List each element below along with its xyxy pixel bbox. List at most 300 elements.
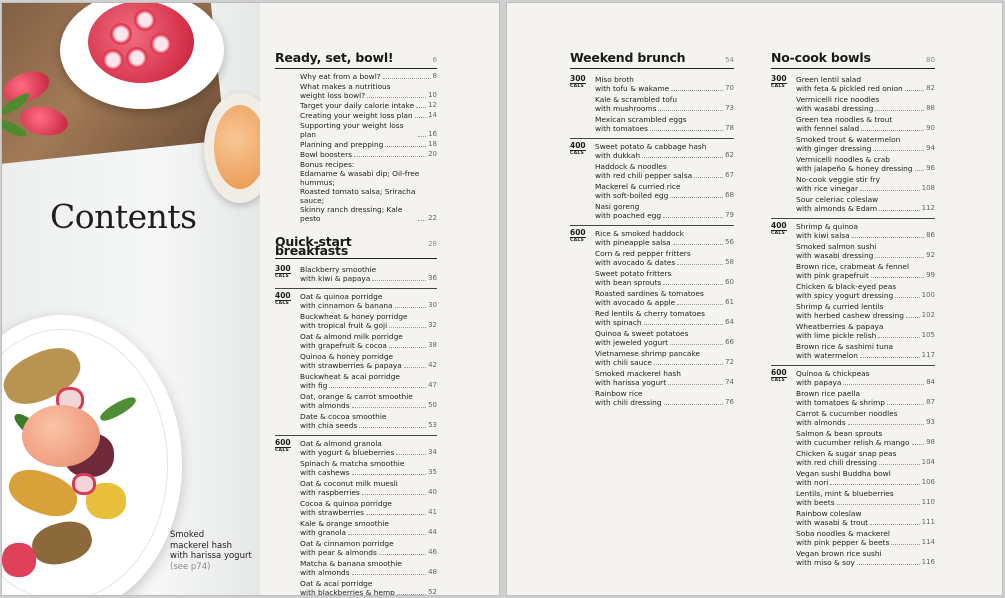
recipe-subtitle: with bean sprouts <box>595 278 662 287</box>
dot-leader <box>912 444 925 445</box>
recipe-page-number: 34 <box>428 448 437 456</box>
recipe-page-number: 87 <box>926 398 935 406</box>
section-heading[interactable] <box>275 234 437 259</box>
recipe-subtitle: with lime pickle relish <box>796 331 877 340</box>
calorie-block <box>771 365 935 569</box>
dot-leader <box>915 170 925 171</box>
recipe-entry[interactable] <box>300 392 437 410</box>
caption-page-ref: (see p74) <box>170 561 211 572</box>
recipe-page-number: 50 <box>428 401 437 409</box>
recipe-name: Oat & acai porridge <box>300 579 373 588</box>
recipe-page-number: 73 <box>725 104 734 112</box>
dot-leader <box>362 494 426 495</box>
recipe-name: Brown rice, crabmeat & fennel <box>796 262 910 271</box>
calorie-value: 300 <box>771 74 787 83</box>
recipe-name: Haddock & noodles <box>595 162 667 171</box>
recipe-entry[interactable] <box>300 579 437 596</box>
recipe-subtitle: with wasabi & trout <box>796 518 869 527</box>
recipe-name: Mackerel & curried rice <box>595 182 681 191</box>
recipe-subtitle: with pear & almonds <box>300 548 377 557</box>
recipe-page-number: 90 <box>926 124 935 132</box>
recipe-name: Smoked mackerel hash <box>595 369 681 378</box>
toc-entry[interactable]: Why eat from a bowl? 8 <box>300 72 437 81</box>
recipe-page-number: 96 <box>926 164 935 172</box>
dot-leader <box>677 304 723 305</box>
dot-leader <box>694 177 723 178</box>
toc-column-no-cook-bowls <box>771 50 935 569</box>
recipe-subtitle: with tofu & wakame <box>595 84 670 93</box>
recipe-page-number: 114 <box>921 538 935 546</box>
recipe-subtitle: with almonds <box>300 401 350 410</box>
dot-leader <box>348 534 426 535</box>
recipe-entry[interactable] <box>796 342 935 360</box>
recipe-page-number: 104 <box>921 458 935 466</box>
recipe-subtitle: with miso & soy <box>796 558 855 567</box>
recipe-entry[interactable] <box>796 262 935 280</box>
recipe-entry[interactable] <box>300 499 437 517</box>
recipe-subtitle: with kiwi salsa <box>796 231 850 240</box>
recipe-entry[interactable] <box>796 469 935 487</box>
recipe-name: Rice & smoked haddock <box>595 229 684 238</box>
recipe-page-number: 79 <box>725 211 734 219</box>
recipe-page-number: 66 <box>725 338 734 346</box>
recipe-entry[interactable] <box>595 182 734 200</box>
dot-leader <box>677 264 723 265</box>
recipe-subtitle: with fig <box>300 381 328 390</box>
dot-leader <box>848 424 925 425</box>
recipe-subtitle: with avocado & dates <box>595 258 676 267</box>
recipe-page-number: 62 <box>725 151 734 159</box>
recipe-entry[interactable] <box>796 135 935 153</box>
dot-leader <box>642 157 723 158</box>
recipe-entry[interactable] <box>300 519 437 537</box>
calorie-badge <box>570 142 595 222</box>
recipe-name: Corn & red pepper fritters <box>595 249 691 258</box>
recipe-subtitle: with wasabi dressing <box>796 104 874 113</box>
recipe-subtitle: with red chili pepper salsa <box>595 171 693 180</box>
toc-entry[interactable]: Creating your weight loss plan 14 <box>300 111 437 120</box>
dot-leader <box>905 90 924 91</box>
dot-leader <box>879 210 920 211</box>
recipe-page-number: 93 <box>926 418 935 426</box>
recipe-entry[interactable] <box>796 222 935 240</box>
toc-entry[interactable]: Bonus recipes: Edamame & wasabi dip; Oil-free hummus; Roasted tomato salsa; Sriracha sauce; Skinny ranch dressing; Kale pesto 22 <box>300 160 437 223</box>
recipe-page-number: 68 <box>725 191 734 199</box>
recipe-entry[interactable] <box>595 95 734 113</box>
calorie-block <box>570 138 734 222</box>
dot-leader <box>372 280 426 281</box>
recipe-subtitle: with nori <box>796 478 829 487</box>
recipe-entry[interactable] <box>595 269 734 287</box>
food-photo <box>2 3 260 596</box>
calorie-unit: CALS <box>570 84 585 89</box>
recipe-page-number: 110 <box>921 498 935 506</box>
recipe-page-number: 108 <box>921 184 935 192</box>
recipe-page-number: 61 <box>725 298 734 306</box>
recipe-page-number: 82 <box>926 84 935 92</box>
recipe-subtitle: with blackberries & hemp <box>300 588 395 596</box>
breakfast-blocks <box>275 262 437 596</box>
recipe-subtitle: with watermelon <box>796 351 858 360</box>
recipe-entry[interactable] <box>300 265 437 283</box>
recipe-subtitle: with tomatoes & shrimp <box>796 398 885 407</box>
recipe-name: Quinoa & sweet potatoes <box>595 329 689 338</box>
recipe-subtitle: with red chili dressing <box>796 458 877 467</box>
recipe-entry[interactable] <box>300 439 437 457</box>
calorie-badge <box>771 369 796 569</box>
harissa-yogurt <box>22 405 100 467</box>
recipe-entry[interactable] <box>796 155 935 173</box>
dot-leader <box>389 327 426 328</box>
recipe-page-number: 60 <box>725 278 734 286</box>
recipe-name: Soba noodles & mackerel <box>796 529 890 538</box>
calorie-unit: CALS <box>570 151 585 156</box>
dot-leader <box>654 364 723 365</box>
recipe-subtitle: with beets <box>796 498 835 507</box>
recipe-subtitle: with fennel salad <box>796 124 860 133</box>
recipe-entry[interactable] <box>796 369 935 387</box>
dot-leader <box>830 484 919 485</box>
recipe-name: Sweet potato & cabbage hash <box>595 142 707 151</box>
recipe-subtitle: with spinach <box>595 318 642 327</box>
recipe-name: Oat, orange & carrot smoothie <box>300 392 413 401</box>
recipe-name: Nasi goreng <box>595 202 640 211</box>
recipe-entry[interactable] <box>796 115 935 133</box>
recipe-name: Buckwheat & acai porridge <box>300 372 400 381</box>
recipe-entry[interactable] <box>796 389 935 407</box>
intro-entry-list <box>275 72 437 223</box>
recipe-entry[interactable] <box>796 95 935 113</box>
toc-left-column <box>275 50 437 596</box>
recipe-name: Blackberry smoothie <box>300 265 377 274</box>
recipe-page-number: 35 <box>428 468 437 476</box>
recipe-entry[interactable] <box>595 142 734 160</box>
recipe-entry[interactable] <box>796 549 935 567</box>
dot-leader <box>379 554 426 555</box>
recipe-entry[interactable] <box>796 529 935 547</box>
recipe-entry[interactable] <box>796 75 935 93</box>
calorie-value: 600 <box>570 228 586 237</box>
calorie-unit: CALS <box>275 274 290 279</box>
dot-leader <box>644 324 723 325</box>
recipe-subtitle: with cashews <box>300 468 350 477</box>
section-heading[interactable] <box>275 50 437 69</box>
recipe-page-number: 78 <box>725 124 734 132</box>
toc-entry[interactable]: What makes a nutritious weight loss bowl? 10 <box>300 82 437 100</box>
recipe-entry[interactable] <box>796 242 935 260</box>
recipe-subtitle: with almonds <box>796 418 846 427</box>
recipe-name: Brown rice & sashimi tuna <box>796 342 894 351</box>
calorie-badge <box>570 229 595 409</box>
recipe-entry[interactable] <box>796 449 935 467</box>
recipe-page-number: 38 <box>428 341 437 349</box>
calorie-unit: CALS <box>570 238 585 243</box>
dot-leader <box>329 387 426 388</box>
recipe-subtitle: with chili sauce <box>595 358 652 367</box>
recipe-name: Brown rice paella <box>796 389 861 398</box>
recipe-name: Wheatberries & papaya <box>796 322 884 331</box>
recipe-page-number: 40 <box>428 488 437 496</box>
recipe-entry[interactable] <box>796 282 935 300</box>
recipe-name: No-cook veggie stir fry <box>796 175 881 184</box>
recipe-subtitle: with chili dressing <box>595 398 662 407</box>
recipe-entry[interactable] <box>595 309 734 327</box>
recipe-name: Vermicelli noodles & crab <box>796 155 890 164</box>
recipe-subtitle: with tomatoes <box>595 124 648 133</box>
recipe-name: Quinoa & honey porridge <box>300 352 394 361</box>
dot-leader <box>906 317 920 318</box>
recipe-name: Spinach & matcha smoothie <box>300 459 405 468</box>
dot-leader <box>670 197 723 198</box>
recipe-name: Red lentils & cherry tomatoes <box>595 309 705 318</box>
recipe-subtitle: with grapefruit & cocoa <box>300 341 387 350</box>
recipe-subtitle: with rice vinegar <box>796 184 858 193</box>
dot-leader <box>663 217 723 218</box>
section-page-number: 6 <box>432 56 437 64</box>
dot-leader <box>664 404 724 405</box>
section-page-number: 80 <box>926 56 935 64</box>
recipe-name: Salmon & bean sprouts <box>796 429 883 438</box>
recipe-page-number: 84 <box>926 378 935 386</box>
recipe-entry[interactable] <box>796 175 935 193</box>
recipe-name: Shrimp & quinoa <box>796 222 858 231</box>
recipe-name: Kale & scrambled tofu <box>595 95 678 104</box>
recipe-entry[interactable] <box>595 249 734 267</box>
recipe-entry[interactable] <box>595 229 734 247</box>
recipe-entry[interactable] <box>595 329 734 347</box>
dot-leader <box>671 90 723 91</box>
toc-column-weekend-brunch <box>570 50 734 409</box>
dot-leader <box>857 564 920 565</box>
recipe-entry[interactable] <box>595 202 734 220</box>
left-page <box>1 2 500 596</box>
recipe-entry[interactable] <box>796 322 935 340</box>
recipe-subtitle: with ginger dressing <box>796 144 872 153</box>
recipe-page-number: 70 <box>725 84 734 92</box>
recipe-name: Green tea noodles & trout <box>796 115 893 124</box>
dot-leader <box>650 130 723 131</box>
dot-leader <box>658 110 723 111</box>
dot-leader <box>670 344 723 345</box>
recipe-name: Carrot & cucumber noodles <box>796 409 898 418</box>
dot-leader <box>873 150 924 151</box>
calorie-unit: CALS <box>275 301 290 306</box>
dot-leader <box>397 594 426 595</box>
recipe-entry[interactable] <box>796 509 935 527</box>
recipe-entry[interactable] <box>796 302 935 320</box>
calorie-unit: CALS <box>771 378 786 383</box>
recipe-subtitle: with wasabi dressing <box>796 251 874 260</box>
no-cook-blocks <box>771 72 935 569</box>
recipe-entry[interactable] <box>300 479 437 497</box>
photo-caption: Smoked mackerel hash with harissa yogurt (see p74) <box>170 530 252 572</box>
toc-entry[interactable]: Bowl boosters 20 <box>300 150 437 159</box>
recipe-name: Matcha & banana smoothie <box>300 559 402 568</box>
dot-leader <box>875 110 924 111</box>
dot-leader <box>871 277 924 278</box>
recipe-page-number: 56 <box>725 238 734 246</box>
calorie-badge <box>275 439 300 596</box>
toc-entry[interactable]: Planning and prepping 18 <box>300 140 437 149</box>
recipe-name: Oat & almond milk porridge <box>300 332 403 341</box>
recipe-entry[interactable] <box>300 292 437 310</box>
recipe-page-number: 46 <box>428 548 437 556</box>
recipe-subtitle: with pink grapefruit <box>796 271 869 280</box>
recipe-entry[interactable] <box>595 289 734 307</box>
recipe-page-number: 100 <box>921 291 935 299</box>
recipe-subtitle: with yogurt & blueberries <box>300 448 395 457</box>
dot-leader <box>663 284 723 285</box>
recipe-subtitle: with herbed cashew dressing <box>796 311 904 320</box>
calorie-block <box>275 435 437 596</box>
dot-leader <box>891 544 919 545</box>
recipe-page-number: 41 <box>428 508 437 516</box>
recipe-name: Vegan brown rice sushi <box>796 549 882 558</box>
recipe-page-number: 94 <box>926 144 935 152</box>
recipe-page-number: 111 <box>921 518 935 526</box>
recipe-entry[interactable] <box>300 459 437 477</box>
recipe-name: Quinoa & chickpeas <box>796 369 870 378</box>
section-page-number: 28 <box>428 240 437 248</box>
recipe-name: Oat & coconut milk muesli <box>300 479 398 488</box>
recipe-subtitle: with pink pepper & beets <box>796 538 890 547</box>
radish-slice <box>2 543 36 577</box>
dot-leader <box>366 514 426 515</box>
recipe-entry[interactable] <box>796 409 935 427</box>
recipe-entry[interactable] <box>300 332 437 350</box>
recipe-name: Kale & orange smoothie <box>300 519 389 528</box>
recipe-name: Oat & quinoa porridge <box>300 292 383 301</box>
calorie-unit: CALS <box>771 231 786 236</box>
recipe-entry[interactable] <box>796 429 935 447</box>
recipe-entry[interactable] <box>300 559 437 577</box>
recipe-name: Vermicelli rice noodles <box>796 95 880 104</box>
recipe-entry[interactable] <box>595 389 734 407</box>
recipe-name: Oat & cinnamon porridge <box>300 539 394 548</box>
recipe-subtitle: with spicy yogurt dressing <box>796 291 894 300</box>
recipe-subtitle: with mushrooms <box>595 104 657 113</box>
recipe-name: Chicken & black-eyed peas <box>796 282 897 291</box>
section-title: Ready, set, bowl! <box>275 50 394 65</box>
recipe-subtitle: with feta & pickled red onion <box>796 84 903 93</box>
calorie-value: 600 <box>771 368 787 377</box>
recipe-entry[interactable] <box>595 162 734 180</box>
recipe-subtitle: with soft-boiled egg <box>595 191 669 200</box>
dot-leader <box>668 384 723 385</box>
recipe-subtitle: with strawberries & papaya <box>300 361 402 370</box>
calorie-badge <box>275 292 300 432</box>
recipe-name: Miso broth <box>595 75 634 84</box>
recipe-entry[interactable] <box>595 349 734 367</box>
recipe-page-number: 86 <box>926 231 935 239</box>
recipe-page-number: 42 <box>428 361 437 369</box>
recipe-name: Cocoa & quinoa porridge <box>300 499 392 508</box>
radish-slice <box>72 473 96 495</box>
section-title: No-cook bowls <box>771 50 871 65</box>
recipe-subtitle: with dukkah <box>595 151 641 160</box>
recipe-name: Date & cocoa smoothie <box>300 412 387 421</box>
recipe-name: Oat & almond granola <box>300 439 382 448</box>
recipe-page-number: 112 <box>921 204 935 212</box>
right-page <box>506 2 1003 596</box>
calorie-value: 400 <box>275 291 291 300</box>
recipe-page-number: 67 <box>725 171 734 179</box>
recipe-subtitle: with tropical fruit & goji <box>300 321 388 330</box>
recipe-page-number: 36 <box>428 274 437 282</box>
recipe-name: Roasted sardines & tomatoes <box>595 289 704 298</box>
recipe-subtitle: with granola <box>300 528 347 537</box>
page-title: Contents <box>50 197 197 236</box>
calorie-block <box>570 72 734 135</box>
recipe-entry[interactable] <box>300 352 437 370</box>
recipe-name: Buckwheat & honey porridge <box>300 312 408 321</box>
calorie-block <box>771 72 935 215</box>
calorie-badge <box>570 75 595 135</box>
recipe-subtitle: with jalapeño & honey dressing <box>796 164 913 173</box>
recipe-subtitle: with poached egg <box>595 211 662 220</box>
section-heading[interactable] <box>771 50 935 69</box>
recipe-page-number: 99 <box>926 271 935 279</box>
recipe-entry[interactable] <box>796 489 935 507</box>
dot-leader <box>389 347 426 348</box>
recipe-subtitle: with avocado & apple <box>595 298 676 307</box>
dot-leader <box>395 307 427 308</box>
recipe-name: Sour celeriac coleslaw <box>796 195 879 204</box>
recipe-page-number: 52 <box>428 588 437 596</box>
dot-leader <box>875 257 924 258</box>
dot-leader <box>879 464 920 465</box>
recipe-subtitle: with harissa yogurt <box>595 378 667 387</box>
recipe-entry[interactable] <box>300 372 437 390</box>
calorie-badge <box>771 75 796 215</box>
calorie-block <box>771 218 935 362</box>
recipe-page-number: 58 <box>725 258 734 266</box>
recipe-subtitle: with almonds <box>300 568 350 577</box>
recipe-page-number: 64 <box>725 318 734 326</box>
calorie-block <box>275 288 437 432</box>
toc-entry[interactable]: Supporting your weight loss plan 16 <box>300 121 437 139</box>
recipe-page-number: 48 <box>428 568 437 576</box>
dot-leader <box>878 337 919 338</box>
recipe-subtitle: with cucumber relish & mango <box>796 438 910 447</box>
recipe-entry[interactable] <box>595 115 734 133</box>
recipe-page-number: 74 <box>725 378 734 386</box>
recipe-entry[interactable] <box>595 75 734 93</box>
recipe-entry[interactable] <box>300 412 437 430</box>
dot-leader <box>837 504 920 505</box>
recipe-subtitle: with strawberries <box>300 508 365 517</box>
calorie-unit: CALS <box>771 84 786 89</box>
recipe-name: Lentils, mint & blueberries <box>796 489 894 498</box>
dot-leader <box>860 190 920 191</box>
section-title: Quick-start breakfasts <box>275 234 352 258</box>
recipe-entry[interactable] <box>300 539 437 557</box>
toc-entry[interactable]: Target your daily calorie intake 12 <box>300 101 437 110</box>
recipe-name: Shrimp & curried lentils <box>796 302 884 311</box>
recipe-entry[interactable] <box>595 369 734 387</box>
section-heading[interactable] <box>570 50 734 69</box>
dot-leader <box>852 237 924 238</box>
section-page-number: 54 <box>725 56 734 64</box>
recipe-entry[interactable] <box>300 312 437 330</box>
dot-leader <box>352 474 426 475</box>
dot-leader <box>895 297 919 298</box>
recipe-entry[interactable] <box>796 195 935 213</box>
recipe-page-number: 30 <box>428 301 437 309</box>
dot-leader <box>843 384 924 385</box>
calorie-value: 600 <box>275 438 291 447</box>
recipe-name: Rainbow coleslaw <box>796 509 862 518</box>
